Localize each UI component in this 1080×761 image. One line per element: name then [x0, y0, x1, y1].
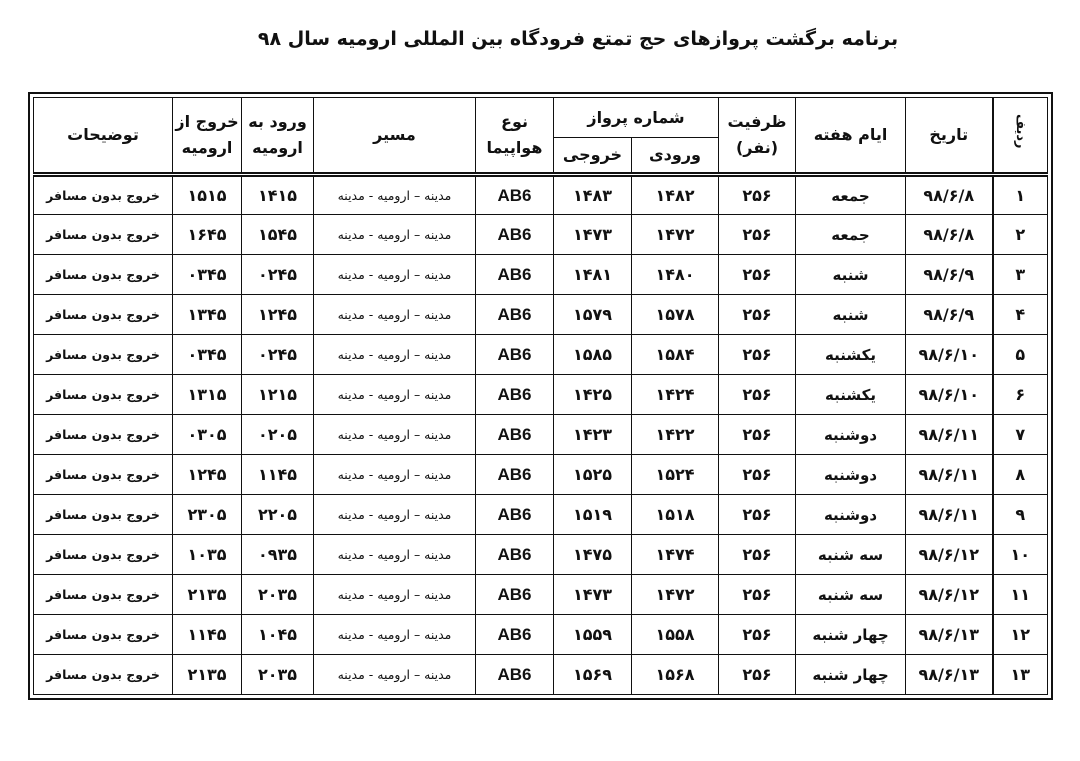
- cell-flight-inbound: ۱۴۸۰: [632, 255, 719, 295]
- cell-arrival-urmia: ۰۲۴۵: [242, 255, 314, 295]
- cell-arrival-urmia: ۱۴۱۵: [242, 175, 314, 215]
- table-row: [34, 215, 1048, 255]
- cell-notes: خروج بدون مسافر: [34, 295, 173, 335]
- cell-row-no: ۱۲: [993, 615, 1048, 655]
- cell-capacity: ۲۵۶: [719, 295, 796, 335]
- cell-arrival-urmia: ۰۲۴۵: [242, 335, 314, 375]
- cell-row-no: ۳: [993, 255, 1048, 295]
- cell-departure-urmia: ۱۰۳۵: [173, 535, 242, 575]
- header-flight-outbound: خروجی: [554, 138, 632, 175]
- cell-flight-outbound: ۱۴۷۵: [554, 535, 632, 575]
- header-date: تاریخ: [906, 98, 993, 175]
- table-row: [34, 375, 1048, 415]
- cell-route: مدینه – ارومیه - مدینه: [314, 335, 476, 375]
- cell-flight-outbound: ۱۵۲۵: [554, 455, 632, 495]
- cell-aircraft-type: AB6: [476, 615, 554, 655]
- cell-weekday: یکشنبه: [796, 335, 906, 375]
- cell-route: مدینه – ارومیه - مدینه: [314, 575, 476, 615]
- cell-flight-outbound: ۱۵۶۹: [554, 655, 632, 695]
- cell-departure-urmia: ۰۳۴۵: [173, 335, 242, 375]
- cell-date: ۹۸/۶/۱۱: [906, 415, 993, 455]
- cell-weekday: شنبه: [796, 295, 906, 335]
- cell-capacity: ۲۵۶: [719, 415, 796, 455]
- cell-notes: خروج بدون مسافر: [34, 495, 173, 535]
- cell-route: مدینه – ارومیه - مدینه: [314, 255, 476, 295]
- cell-departure-urmia: ۱۳۴۵: [173, 295, 242, 335]
- cell-departure-urmia: ۲۳۰۵: [173, 495, 242, 535]
- table-row: [34, 335, 1048, 375]
- cell-flight-inbound: ۱۵۸۴: [632, 335, 719, 375]
- cell-notes: خروج بدون مسافر: [34, 335, 173, 375]
- table-row: [34, 495, 1048, 535]
- header-flight-number: شماره پرواز: [554, 98, 719, 138]
- cell-weekday: چهار شنبه: [796, 655, 906, 695]
- cell-notes: خروج بدون مسافر: [34, 575, 173, 615]
- table-row: [34, 175, 1048, 215]
- header-departure-urmia: [173, 98, 242, 175]
- cell-route: مدینه – ارومیه - مدینه: [314, 615, 476, 655]
- cell-aircraft-type: AB6: [476, 295, 554, 335]
- cell-capacity: ۲۵۶: [719, 175, 796, 215]
- cell-aircraft-type: AB6: [476, 535, 554, 575]
- cell-capacity: ۲۵۶: [719, 335, 796, 375]
- cell-weekday: شنبه: [796, 255, 906, 295]
- cell-flight-outbound: ۱۵۱۹: [554, 495, 632, 535]
- cell-weekday: دوشنبه: [796, 455, 906, 495]
- cell-flight-inbound: ۱۴۷۲: [632, 575, 719, 615]
- header-capacity-unit: (نفر): [735, 138, 779, 157]
- cell-row-no: ۴: [993, 295, 1048, 335]
- table-row: [34, 415, 1048, 455]
- cell-aircraft-type: AB6: [476, 255, 554, 295]
- cell-flight-inbound: ۱۴۲۴: [632, 375, 719, 415]
- cell-route: مدینه – ارومیه - مدینه: [314, 295, 476, 335]
- cell-arrival-urmia: ۲۲۰۵: [242, 495, 314, 535]
- flight-schedule-table: [33, 97, 1048, 695]
- header-notes: توضیحات: [34, 98, 173, 175]
- cell-aircraft-type: AB6: [476, 575, 554, 615]
- cell-arrival-urmia: ۱۵۴۵: [242, 215, 314, 255]
- cell-aircraft-type: AB6: [476, 655, 554, 695]
- cell-arrival-urmia: ۲۰۳۵: [242, 655, 314, 695]
- cell-flight-outbound: ۱۴۷۳: [554, 575, 632, 615]
- cell-arrival-urmia: ۰۹۳۵: [242, 535, 314, 575]
- cell-route: مدینه – ارومیه - مدینه: [314, 455, 476, 495]
- cell-arrival-urmia: ۰۲۰۵: [242, 415, 314, 455]
- cell-flight-inbound: ۱۴۸۲: [632, 175, 719, 215]
- cell-route: مدینه – ارومیه - مدینه: [314, 215, 476, 255]
- table-row: [34, 255, 1048, 295]
- cell-weekday: چهار شنبه: [796, 615, 906, 655]
- document-title: برنامه برگشت پروازهای حج تمتع فرودگاه بین المللی ارومیه سال ۹۸: [257, 28, 899, 50]
- cell-weekday: سه شنبه: [796, 575, 906, 615]
- cell-flight-inbound: ۱۵۷۸: [632, 295, 719, 335]
- cell-row-no: ۱۳: [993, 655, 1048, 695]
- cell-notes: خروج بدون مسافر: [34, 415, 173, 455]
- cell-row-no: ۱۱: [993, 575, 1048, 615]
- cell-departure-urmia: ۱۶۴۵: [173, 215, 242, 255]
- cell-aircraft-type: AB6: [476, 375, 554, 415]
- cell-date: ۹۸/۶/۱۲: [906, 535, 993, 575]
- cell-weekday: دوشنبه: [796, 495, 906, 535]
- cell-departure-urmia: ۱۱۴۵: [173, 615, 242, 655]
- cell-date: ۹۸/۶/۹: [906, 255, 993, 295]
- cell-aircraft-type: AB6: [476, 415, 554, 455]
- cell-date: ۹۸/۶/۱۱: [906, 495, 993, 535]
- schedule-table-frame: [28, 92, 1053, 700]
- cell-departure-urmia: ۲۱۳۵: [173, 655, 242, 695]
- cell-route: مدینه – ارومیه - مدینه: [314, 175, 476, 215]
- cell-flight-inbound: ۱۵۲۴: [632, 455, 719, 495]
- header-arrival-line2: ارومیه: [252, 138, 303, 157]
- cell-aircraft-type: AB6: [476, 455, 554, 495]
- cell-weekday: دوشنبه: [796, 415, 906, 455]
- cell-date: ۹۸/۶/۱۳: [906, 615, 993, 655]
- table-row: [34, 455, 1048, 495]
- cell-capacity: ۲۵۶: [719, 455, 796, 495]
- cell-capacity: ۲۵۶: [719, 655, 796, 695]
- cell-aircraft-type: AB6: [476, 495, 554, 535]
- table-row: [34, 535, 1048, 575]
- cell-notes: خروج بدون مسافر: [34, 655, 173, 695]
- header-arrival-line1: ورود به: [248, 112, 307, 132]
- cell-departure-urmia: ۲۱۳۵: [173, 575, 242, 615]
- header-route: مسیر: [314, 98, 476, 175]
- cell-notes: خروج بدون مسافر: [34, 615, 173, 655]
- header-capacity-label: ظرفیت: [727, 112, 787, 132]
- cell-notes: خروج بدون مسافر: [34, 375, 173, 415]
- cell-capacity: ۲۵۶: [719, 255, 796, 295]
- header-departure-line2: ارومیه: [181, 138, 233, 157]
- cell-route: مدینه – ارومیه - مدینه: [314, 415, 476, 455]
- cell-aircraft-type: AB6: [476, 215, 554, 255]
- header-flight-inbound: ورودی: [632, 138, 719, 175]
- header-aircraft-type: [476, 98, 554, 175]
- header-row-no-label: ردیف: [1012, 113, 1028, 149]
- cell-route: مدینه – ارومیه - مدینه: [314, 655, 476, 695]
- cell-date: ۹۸/۶/۱۱: [906, 455, 993, 495]
- cell-flight-inbound: ۱۵۵۸: [632, 615, 719, 655]
- cell-arrival-urmia: ۱۰۴۵: [242, 615, 314, 655]
- cell-flight-inbound: ۱۵۱۸: [632, 495, 719, 535]
- cell-capacity: ۲۵۶: [719, 215, 796, 255]
- cell-flight-outbound: ۱۴۷۳: [554, 215, 632, 255]
- cell-arrival-urmia: ۱۲۱۵: [242, 375, 314, 415]
- table-row: [34, 575, 1048, 615]
- cell-flight-outbound: ۱۴۲۵: [554, 375, 632, 415]
- cell-notes: خروج بدون مسافر: [34, 255, 173, 295]
- cell-aircraft-type: AB6: [476, 335, 554, 375]
- cell-departure-urmia: ۱۵۱۵: [173, 175, 242, 215]
- cell-date: ۹۸/۶/۱۰: [906, 335, 993, 375]
- cell-aircraft-type: AB6: [476, 175, 554, 215]
- cell-departure-urmia: ۱۳۱۵: [173, 375, 242, 415]
- cell-flight-inbound: ۱۵۶۸: [632, 655, 719, 695]
- cell-row-no: ۵: [993, 335, 1048, 375]
- cell-route: مدینه – ارومیه - مدینه: [314, 495, 476, 535]
- cell-row-no: ۱۰: [993, 535, 1048, 575]
- cell-row-no: ۲: [993, 215, 1048, 255]
- cell-notes: خروج بدون مسافر: [34, 215, 173, 255]
- cell-date: ۹۸/۶/۸: [906, 175, 993, 215]
- cell-flight-outbound: ۱۴۸۱: [554, 255, 632, 295]
- cell-arrival-urmia: ۲۰۳۵: [242, 575, 314, 615]
- cell-route: مدینه – ارومیه - مدینه: [314, 535, 476, 575]
- header-weekday: ایام هفته: [796, 98, 906, 175]
- header-capacity: [719, 98, 796, 175]
- cell-flight-outbound: ۱۴۸۳: [554, 175, 632, 215]
- table-body: [34, 175, 1048, 695]
- header-aircraft-line1: نوع: [501, 112, 528, 132]
- cell-flight-inbound: ۱۴۷۴: [632, 535, 719, 575]
- cell-date: ۹۸/۶/۱۲: [906, 575, 993, 615]
- header-departure-line1: خروج از: [175, 112, 239, 132]
- cell-row-no: ۸: [993, 455, 1048, 495]
- cell-arrival-urmia: ۱۱۴۵: [242, 455, 314, 495]
- cell-row-no: ۷: [993, 415, 1048, 455]
- cell-flight-outbound: ۱۵۷۹: [554, 295, 632, 335]
- cell-flight-inbound: ۱۴۲۲: [632, 415, 719, 455]
- cell-flight-outbound: ۱۴۲۳: [554, 415, 632, 455]
- cell-departure-urmia: ۰۳۰۵: [173, 415, 242, 455]
- cell-row-no: ۹: [993, 495, 1048, 535]
- cell-capacity: ۲۵۶: [719, 495, 796, 535]
- cell-notes: خروج بدون مسافر: [34, 455, 173, 495]
- header-aircraft-line2: هواپیما: [486, 138, 543, 157]
- cell-flight-inbound: ۱۴۷۲: [632, 215, 719, 255]
- cell-date: ۹۸/۶/۸: [906, 215, 993, 255]
- cell-row-no: ۶: [993, 375, 1048, 415]
- table-row: [34, 655, 1048, 695]
- cell-flight-outbound: ۱۵۵۹: [554, 615, 632, 655]
- cell-capacity: ۲۵۶: [719, 375, 796, 415]
- cell-flight-outbound: ۱۵۸۵: [554, 335, 632, 375]
- header-row-no: [993, 98, 1048, 175]
- cell-weekday: جمعه: [796, 215, 906, 255]
- cell-capacity: ۲۵۶: [719, 535, 796, 575]
- cell-row-no: ۱: [993, 175, 1048, 215]
- cell-route: مدینه – ارومیه - مدینه: [314, 375, 476, 415]
- header-row: [34, 98, 1048, 138]
- cell-capacity: ۲۵۶: [719, 615, 796, 655]
- cell-date: ۹۸/۶/۱۳: [906, 655, 993, 695]
- cell-date: ۹۸/۶/۹: [906, 295, 993, 335]
- cell-capacity: ۲۵۶: [719, 575, 796, 615]
- cell-notes: خروج بدون مسافر: [34, 175, 173, 215]
- cell-arrival-urmia: ۱۲۴۵: [242, 295, 314, 335]
- cell-notes: خروج بدون مسافر: [34, 535, 173, 575]
- cell-departure-urmia: ۱۲۴۵: [173, 455, 242, 495]
- cell-date: ۹۸/۶/۱۰: [906, 375, 993, 415]
- header-arrival-urmia: [242, 98, 314, 175]
- cell-weekday: یکشنبه: [796, 375, 906, 415]
- cell-weekday: سه شنبه: [796, 535, 906, 575]
- table-row: [34, 295, 1048, 335]
- table-row: [34, 615, 1048, 655]
- cell-weekday: جمعه: [796, 175, 906, 215]
- cell-departure-urmia: ۰۳۴۵: [173, 255, 242, 295]
- table-header: [34, 98, 1048, 175]
